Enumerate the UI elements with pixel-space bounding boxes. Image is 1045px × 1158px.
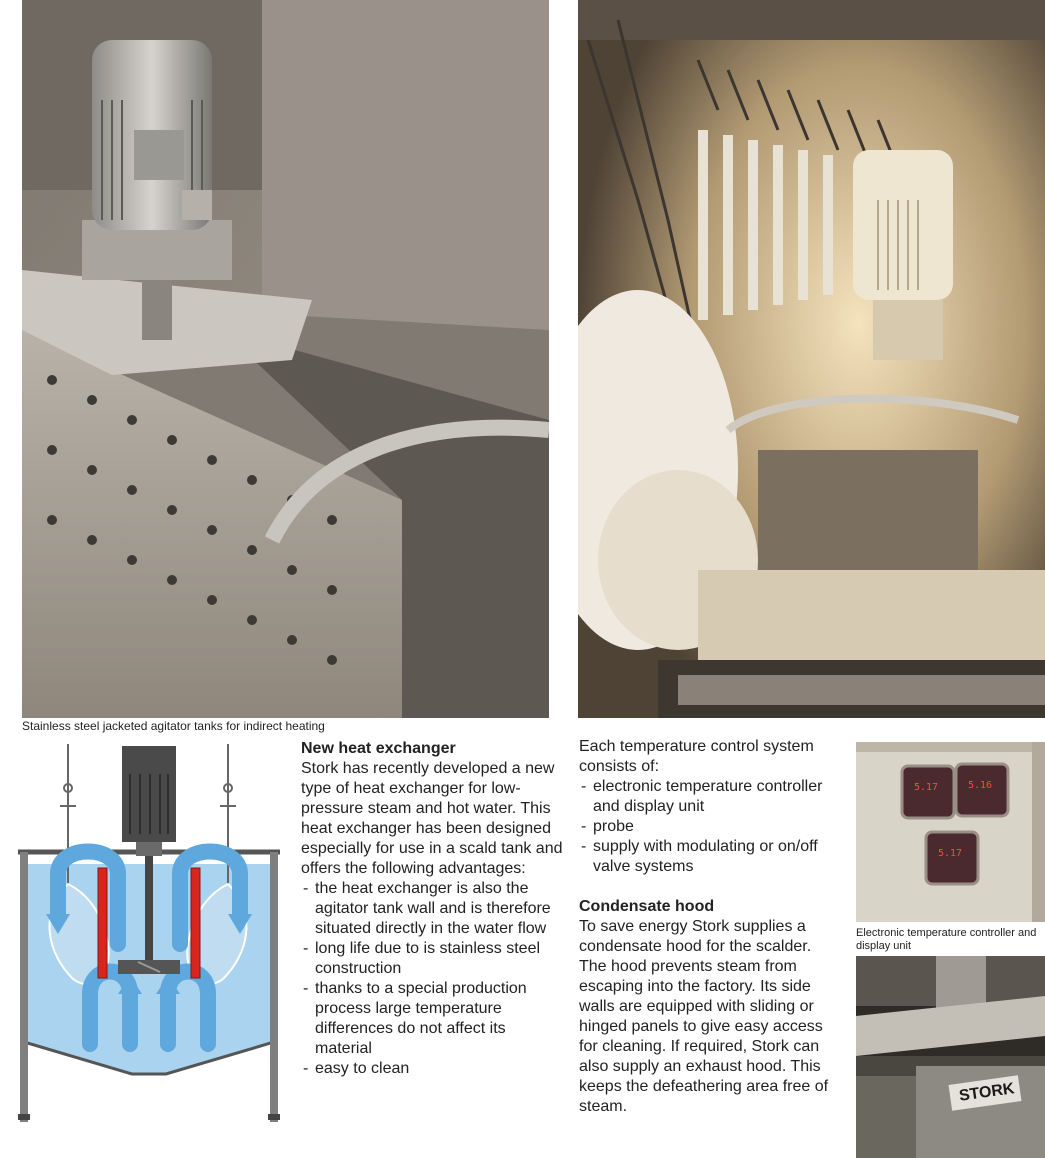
temperature-control-components-list (579, 777, 839, 877)
heat-exchanger-intro: Stork has recently developed a new type of heat exchanger for low-pressure steam and hot water. This heat exchanger has been designed especially for use in a scald tank and offers the following advantages: (301, 760, 563, 877)
display-readout-3: 5.17 (938, 848, 963, 859)
scald-tank-photo (578, 0, 1045, 718)
condensate-hood-photo (856, 956, 1045, 1158)
heat-exchanger-heading: New heat exchanger (301, 740, 456, 757)
condensate-hood-heading: Condensate hood (579, 898, 715, 915)
stork-sign: STORK (958, 1080, 1016, 1105)
heat-exchanger-section (301, 739, 563, 1079)
list-item: - probe (579, 817, 839, 837)
list-item: - supply with modulating or on/off valve systems (579, 837, 839, 877)
display-readout-1: 5.17 (914, 782, 939, 793)
condensate-hood-paragraph-1: To save energy Stork supplies a condensate hood for the scalder. (579, 918, 812, 955)
condensate-hood-paragraph-2: The hood prevents steam from escaping into the factory. Its side walls are equipped with sliding or hinged panels to give easy access for cleaning. If required, Stork can also supply an exhaust hood. This keeps the defeathering area free of steam. (579, 958, 829, 1115)
list-item: - electronic temperature controller and display unit (579, 777, 839, 817)
agitator-tank-caption: Stainless steel jacketed agitator tanks for indirect heating (22, 720, 325, 733)
heat-exchanger-advantages-list (301, 879, 563, 1079)
display-readout-2: 5.16 (968, 780, 993, 791)
agitator-tank-photo (22, 0, 549, 718)
list-item: - the heat exchanger is also the agitator tank wall and is therefore situated directly in the water flow (301, 879, 563, 939)
list-item: - thanks to a special production process large temperature differences do not affect its material (301, 979, 563, 1059)
temperature-control-intro: Each temperature control system consists of: (579, 738, 814, 775)
temperature-control-section (579, 737, 839, 1117)
heat-exchanger-diagram (18, 744, 280, 1126)
temperature-controller-photo (856, 742, 1045, 922)
list-item: - easy to clean (301, 1059, 563, 1079)
controller-caption (856, 927, 1045, 953)
controller-caption-text: Electronic temperature controller and display unit (856, 927, 1037, 952)
list-item: - long life due to is stainless steel construction (301, 939, 563, 979)
